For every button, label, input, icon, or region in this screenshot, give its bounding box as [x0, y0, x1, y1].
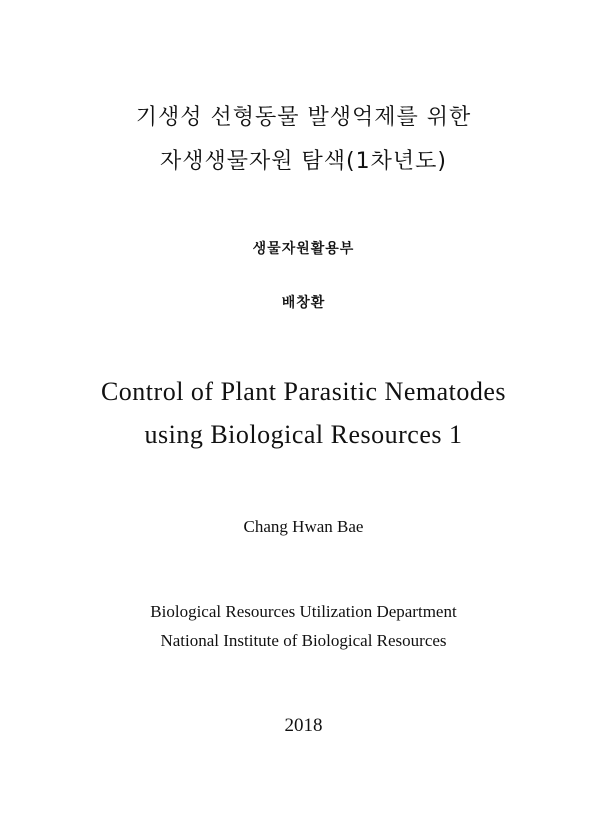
korean-title-line-1: 기생성 선형동물 발생억제를 위한	[135, 105, 472, 130]
english-department: Biological Resources Utilization Department	[150, 602, 457, 621]
english-title-line-2: using Biological Resources 1	[144, 420, 463, 449]
korean-department: 생물자원활용부	[252, 241, 355, 257]
publication-year: 2018	[284, 715, 323, 736]
english-institute: National Institute of Biological Resources	[160, 631, 447, 650]
english-author: Chang Hwan Bae	[243, 517, 364, 536]
korean-author: 배창환	[281, 295, 326, 311]
english-title-line-1: Control of Plant Parasitic Nematodes	[100, 377, 507, 406]
korean-title-line-2: 자생생물자원 탐색(1차년도)	[160, 149, 447, 174]
